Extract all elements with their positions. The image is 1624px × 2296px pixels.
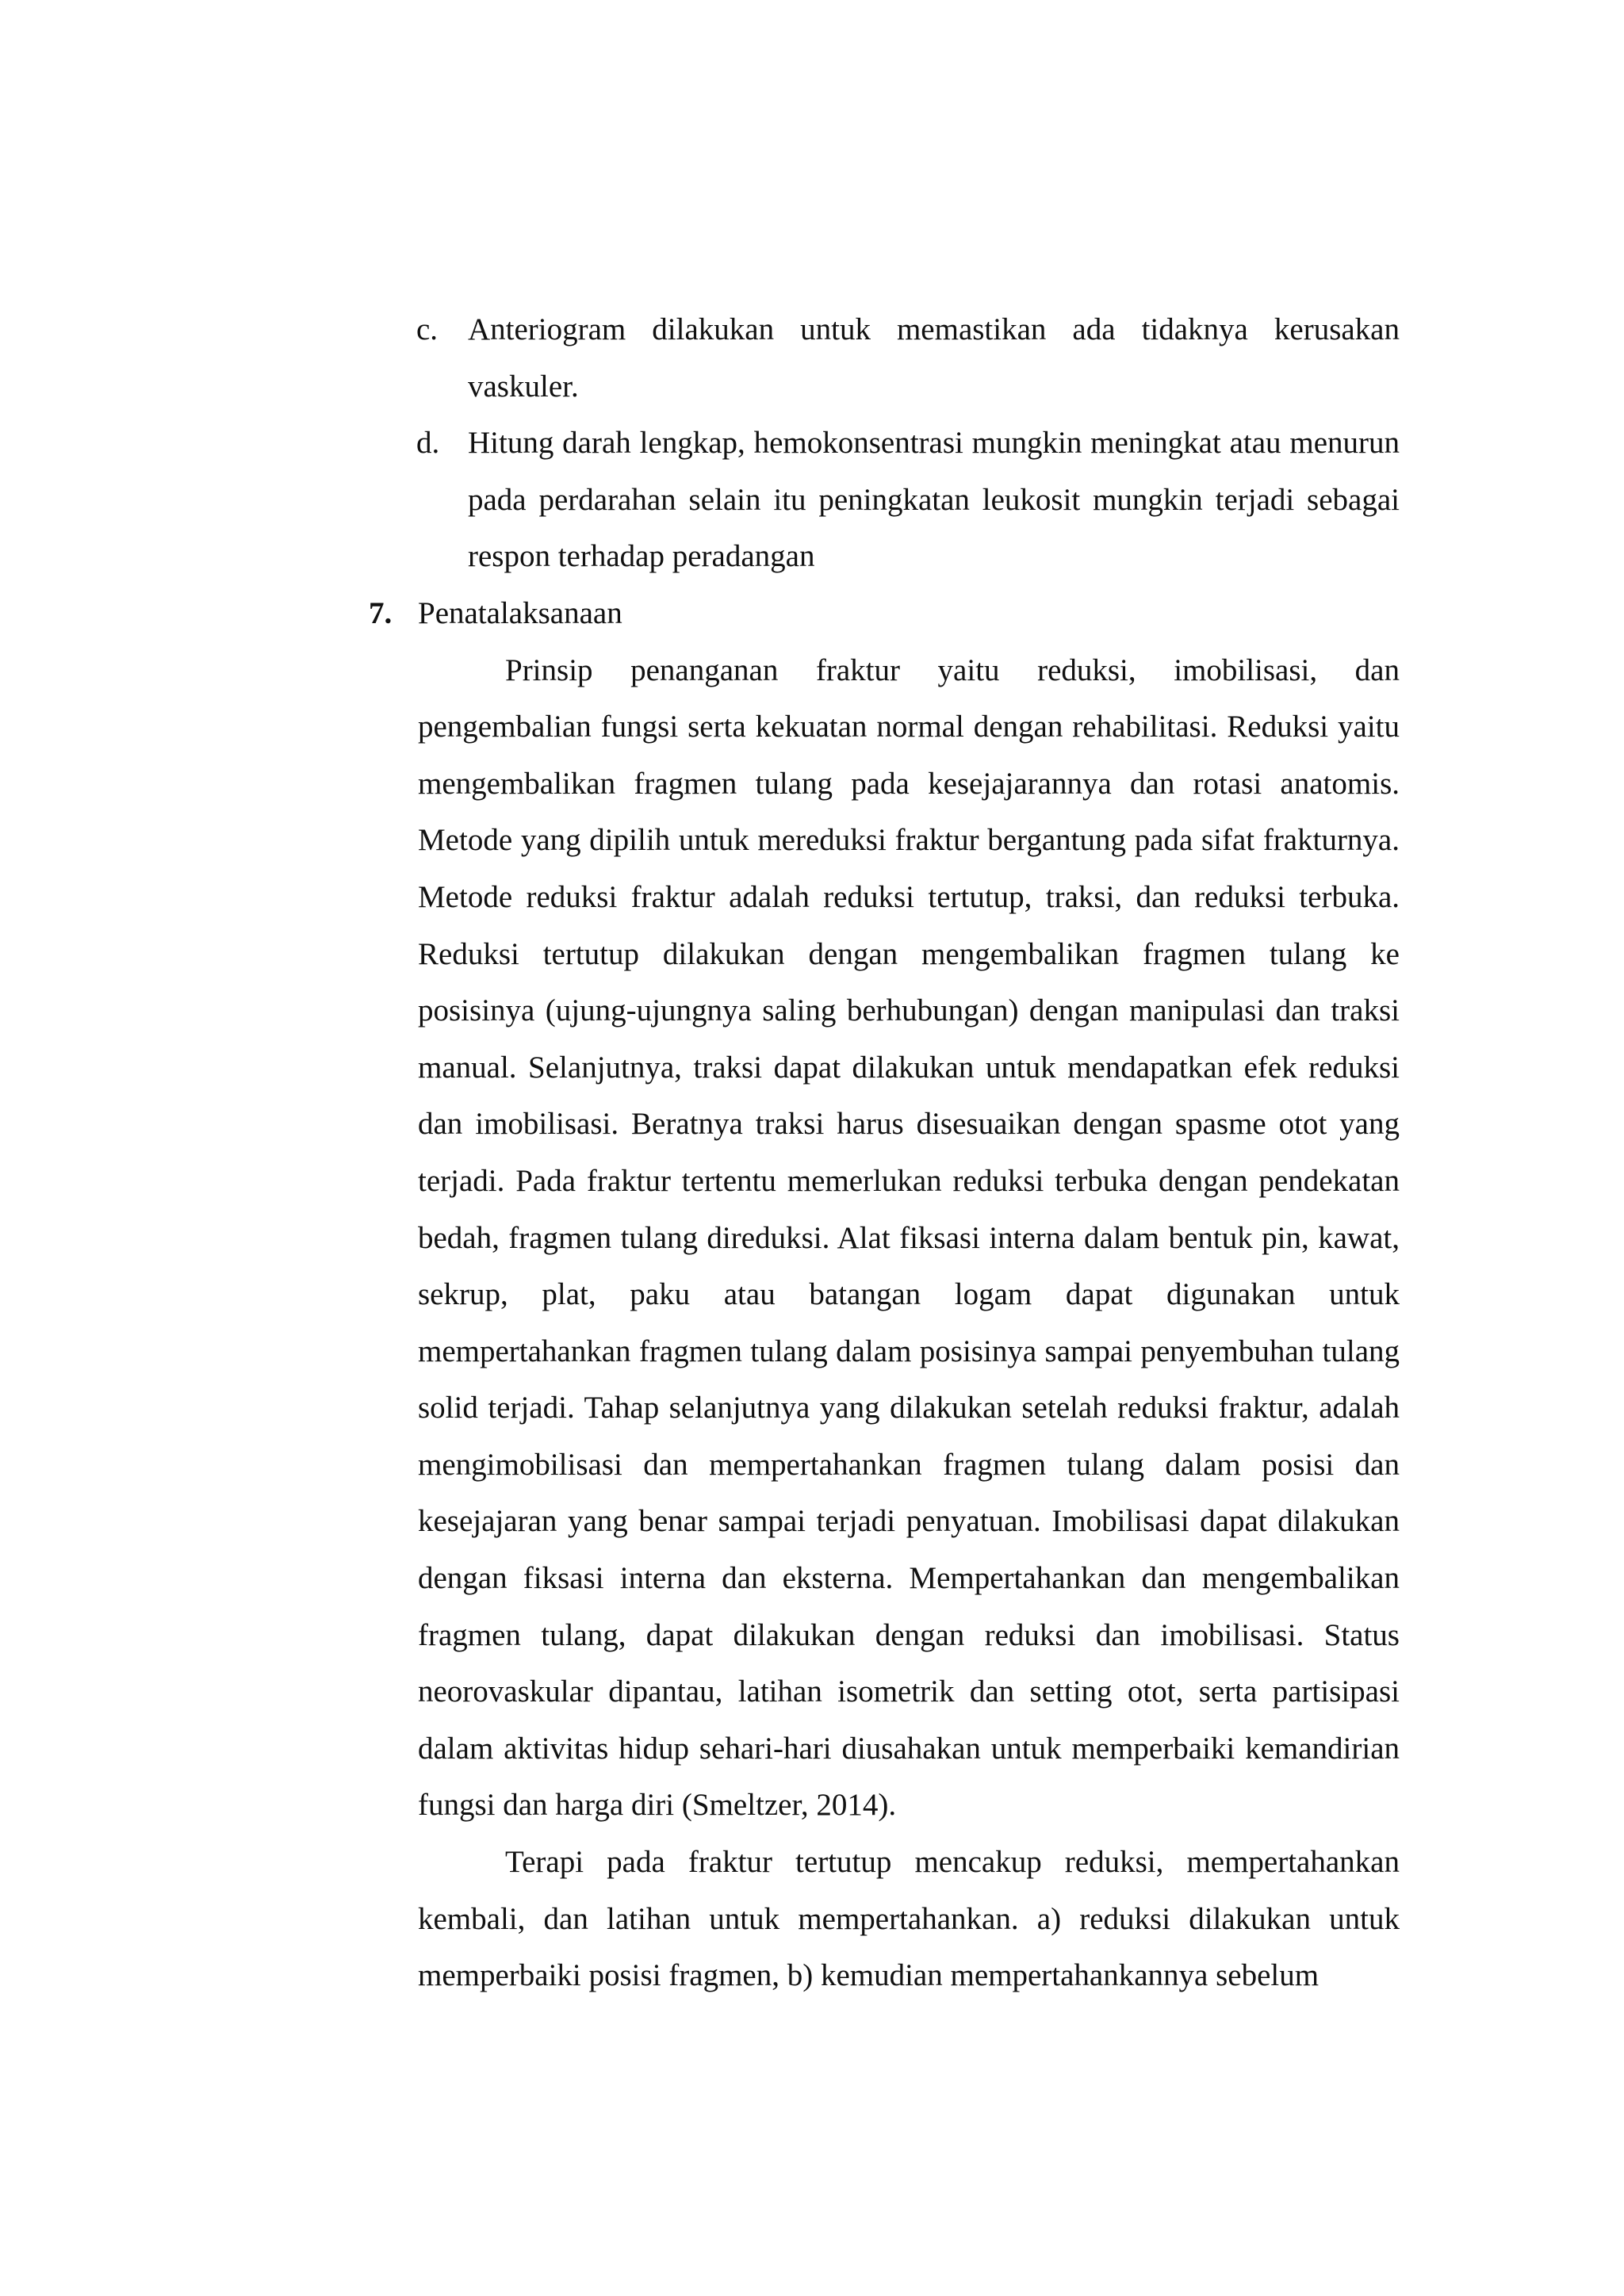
section-heading [369, 585, 1400, 642]
list-item-d [369, 415, 1400, 585]
list-item-c [369, 301, 1400, 415]
section-number: 7. [369, 595, 393, 630]
list-marker: c. [416, 312, 439, 346]
list-item-text: Hitung darah lengkap, hemokonsentrasi mungkin meningkat atau menurun pada perdarahan selain itu peningkatan leukosit mungkin terjadi sebagai respon terhadap peradangan [468, 426, 1400, 574]
list-item-text: Anteriogram dilakukan untuk memastikan ada tidaknya kerusakan vaskuler. [468, 312, 1400, 404]
page-content [369, 301, 1400, 2004]
list-marker: d. [416, 426, 440, 461]
paragraph-therapy: Terapi pada fraktur tertutup mencakup reduksi, mempertahankan kembali, dan latihan untuk mempertahankan. a) reduksi dilakukan untuk memperbaiki posisi fragmen, b) kemudian mempertahankannya sebelum [418, 1845, 1400, 1993]
section-title: Penatalaksanaan [418, 595, 622, 630]
paragraph-principles: Prinsip penanganan fraktur yaitu reduksi, imobilisasi, dan pengembalian fungsi serta kekuatan normal dengan rehabilitasi. Reduksi yaitu mengembalikan fragmen tulang pada kesejajarannya dan rotasi anatomis. Metode yang dipilih untuk mereduksi fraktur bergantung pada sifat frakturnya. Metode reduksi fraktur adalah reduksi tertutup, traksi, dan reduksi terbuka. Reduksi tertutup dilakukan dengan mengembalikan fragmen tulang ke posisinya (ujung-ujungnya saling berhubungan) dengan manipulasi dan traksi manual. Selanjutnya, traksi dapat dilakukan untuk mendapatkan efek reduksi dan imobilisasi. Beratnya traksi harus disesuaikan dengan spasme otot yang terjadi. Pada fraktur tertentu memerlukan reduksi terbuka dengan pendekatan bedah, fragmen tulang direduksi. Alat fiksasi interna dalam bentuk pin, kawat, sekrup, plat, paku atau batangan logam dapat digunakan untuk mempertahankan fragmen tulang dalam posisinya sampai penyembuhan tulang solid terjadi. Tahap selanjutnya yang dilakukan setelah reduksi fraktur, adalah mengimobilisasi dan mempertahankan fragmen tulang dalam posisi dan kesejajaran yang benar sampai terjadi penyatuan. Imobilisasi dapat dilakukan dengan fiksasi interna dan eksterna. Mempertahankan dan mengembalikan fragmen tulang, dapat dilakukan dengan reduksi dan imobilisasi. Status neorovaskular dipantau, latihan isometrik dan setting otot, serta partisipasi dalam aktivitas hidup sehari-hari diusahakan untuk memperbaiki kemandirian fungsi dan harga diri (Smeltzer, 2014). [418, 652, 1400, 1823]
